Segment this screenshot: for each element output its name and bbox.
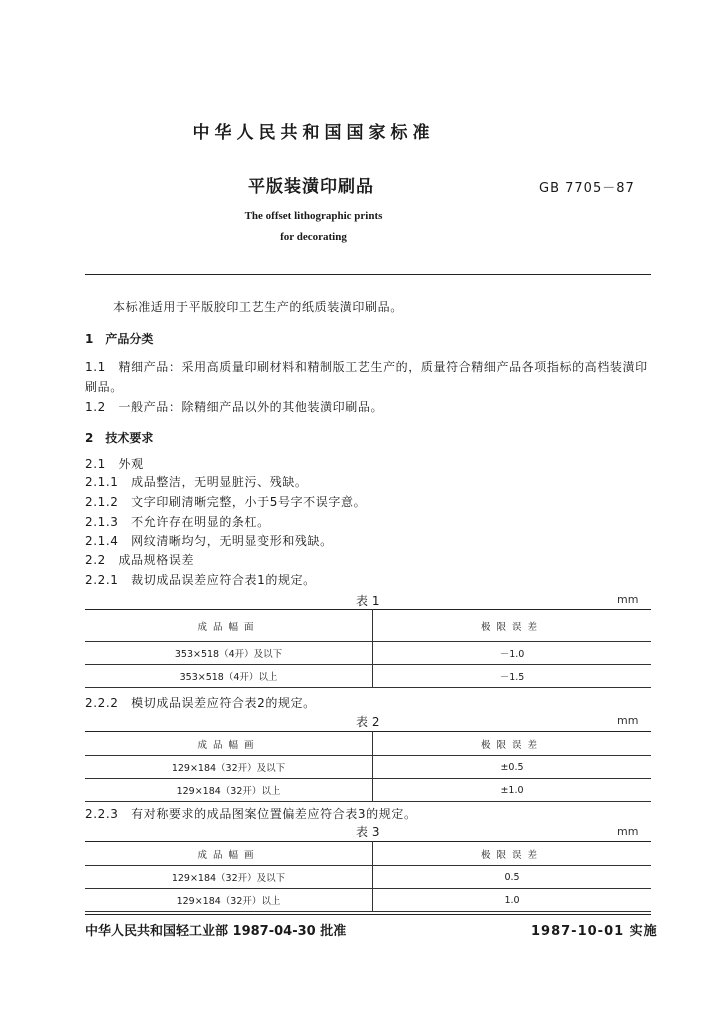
intro-paragraph: 本标准适用于平版胶印工艺生产的纸质装潢印刷品。	[113, 300, 403, 314]
table-3	[85, 841, 651, 912]
table-1-unit: mm	[617, 593, 639, 606]
table-row	[85, 642, 651, 665]
item-2-1-1: 2.1.1 成品整洁，无明显脏污、残缺。	[85, 475, 308, 489]
section-2-heading: 2 技术要求	[85, 431, 154, 445]
table-1-cell-limit: －1.5	[373, 665, 652, 688]
table-3-cell-size: 129×184（32开）以上	[85, 889, 373, 912]
approval-line: 中华人民共和国轻工业部 1987-04-30 批准	[85, 924, 347, 939]
table-1-cell-size: 353×518（4开）及以下	[85, 642, 373, 665]
english-title-line1: The offset lithographic prints	[244, 210, 383, 222]
table-2-header-size: 成品幅画	[85, 732, 373, 756]
item-2-1: 2.1 外观	[85, 457, 144, 471]
item-2-1-2: 2.1.2 文字印刷清晰完整，小于5号字不误字意。	[85, 495, 367, 509]
table-2-cell-size: 129×184（32开）及以下	[85, 756, 373, 779]
english-title-line2: for decorating	[280, 231, 347, 243]
footer-divider	[85, 914, 651, 915]
document-title: 平版装潢印刷品	[248, 177, 374, 197]
table-2-caption: 表 2	[356, 715, 380, 729]
table-row	[85, 756, 651, 779]
table-1-header-size: 成品幅面	[85, 610, 373, 642]
table-2-header-limit: 极限误差	[373, 732, 652, 756]
table-2-unit: mm	[617, 714, 639, 727]
section-1-heading: 1 产品分类	[85, 332, 154, 346]
table-row	[85, 866, 651, 889]
table-row	[85, 665, 651, 688]
item-2-2-3: 2.2.3 有对称要求的成品图案位置偏差应符合表3的规定。	[85, 807, 417, 821]
table-3-cell-limit: 0.5	[373, 866, 652, 889]
table-2-cell-limit: ±1.0	[373, 779, 652, 802]
header-divider	[85, 274, 651, 275]
table-header-row	[85, 732, 651, 756]
table-3-cell-limit: 1.0	[373, 889, 652, 912]
table-1-header-limit: 极限误差	[373, 610, 652, 642]
item-2-1-3: 2.1.3 不允许存在明显的条杠。	[85, 515, 270, 529]
table-2-cell-size: 129×184（32开）以上	[85, 779, 373, 802]
item-1-1-line2: 刷品。	[85, 380, 123, 394]
table-2	[85, 731, 651, 802]
table-2-cell-limit: ±0.5	[373, 756, 652, 779]
national-standard-heading: 中华人民共和国国家标准	[192, 123, 435, 143]
table-3-unit: mm	[617, 825, 639, 838]
item-2-1-4: 2.1.4 网纹清晰均匀，无明显变形和残缺。	[85, 534, 333, 548]
table-1-caption: 表 1	[356, 594, 380, 608]
item-2-2-1: 2.2.1 裁切成品误差应符合表1的规定。	[85, 573, 316, 587]
table-1	[85, 609, 651, 688]
item-2-2: 2.2 成品规格误差	[85, 553, 195, 567]
table-header-row	[85, 842, 651, 866]
table-1-cell-size: 353×518（4开）以上	[85, 665, 373, 688]
item-1-2: 1.2 一般产品：除精细产品以外的其他装潢印刷品。	[85, 400, 384, 414]
table-row	[85, 779, 651, 802]
table-1-cell-limit: －1.0	[373, 642, 652, 665]
table-header-row	[85, 610, 651, 642]
effective-date: 1987-10-01 实施	[531, 924, 658, 939]
table-3-header-size: 成品幅画	[85, 842, 373, 866]
table-row	[85, 889, 651, 912]
table-3-caption: 表 3	[356, 825, 380, 839]
table-3-header-limit: 极限误差	[373, 842, 652, 866]
table-3-cell-size: 129×184（32开）及以下	[85, 866, 373, 889]
item-2-2-2: 2.2.2 模切成品误差应符合表2的规定。	[85, 696, 316, 710]
standard-code: GB 7705－87	[539, 181, 635, 196]
item-1-1-line1: 1.1 精细产品：采用高质量印刷材料和精制版工艺生产的，质量符合精细产品各项指标的高档装潢印	[85, 360, 648, 374]
